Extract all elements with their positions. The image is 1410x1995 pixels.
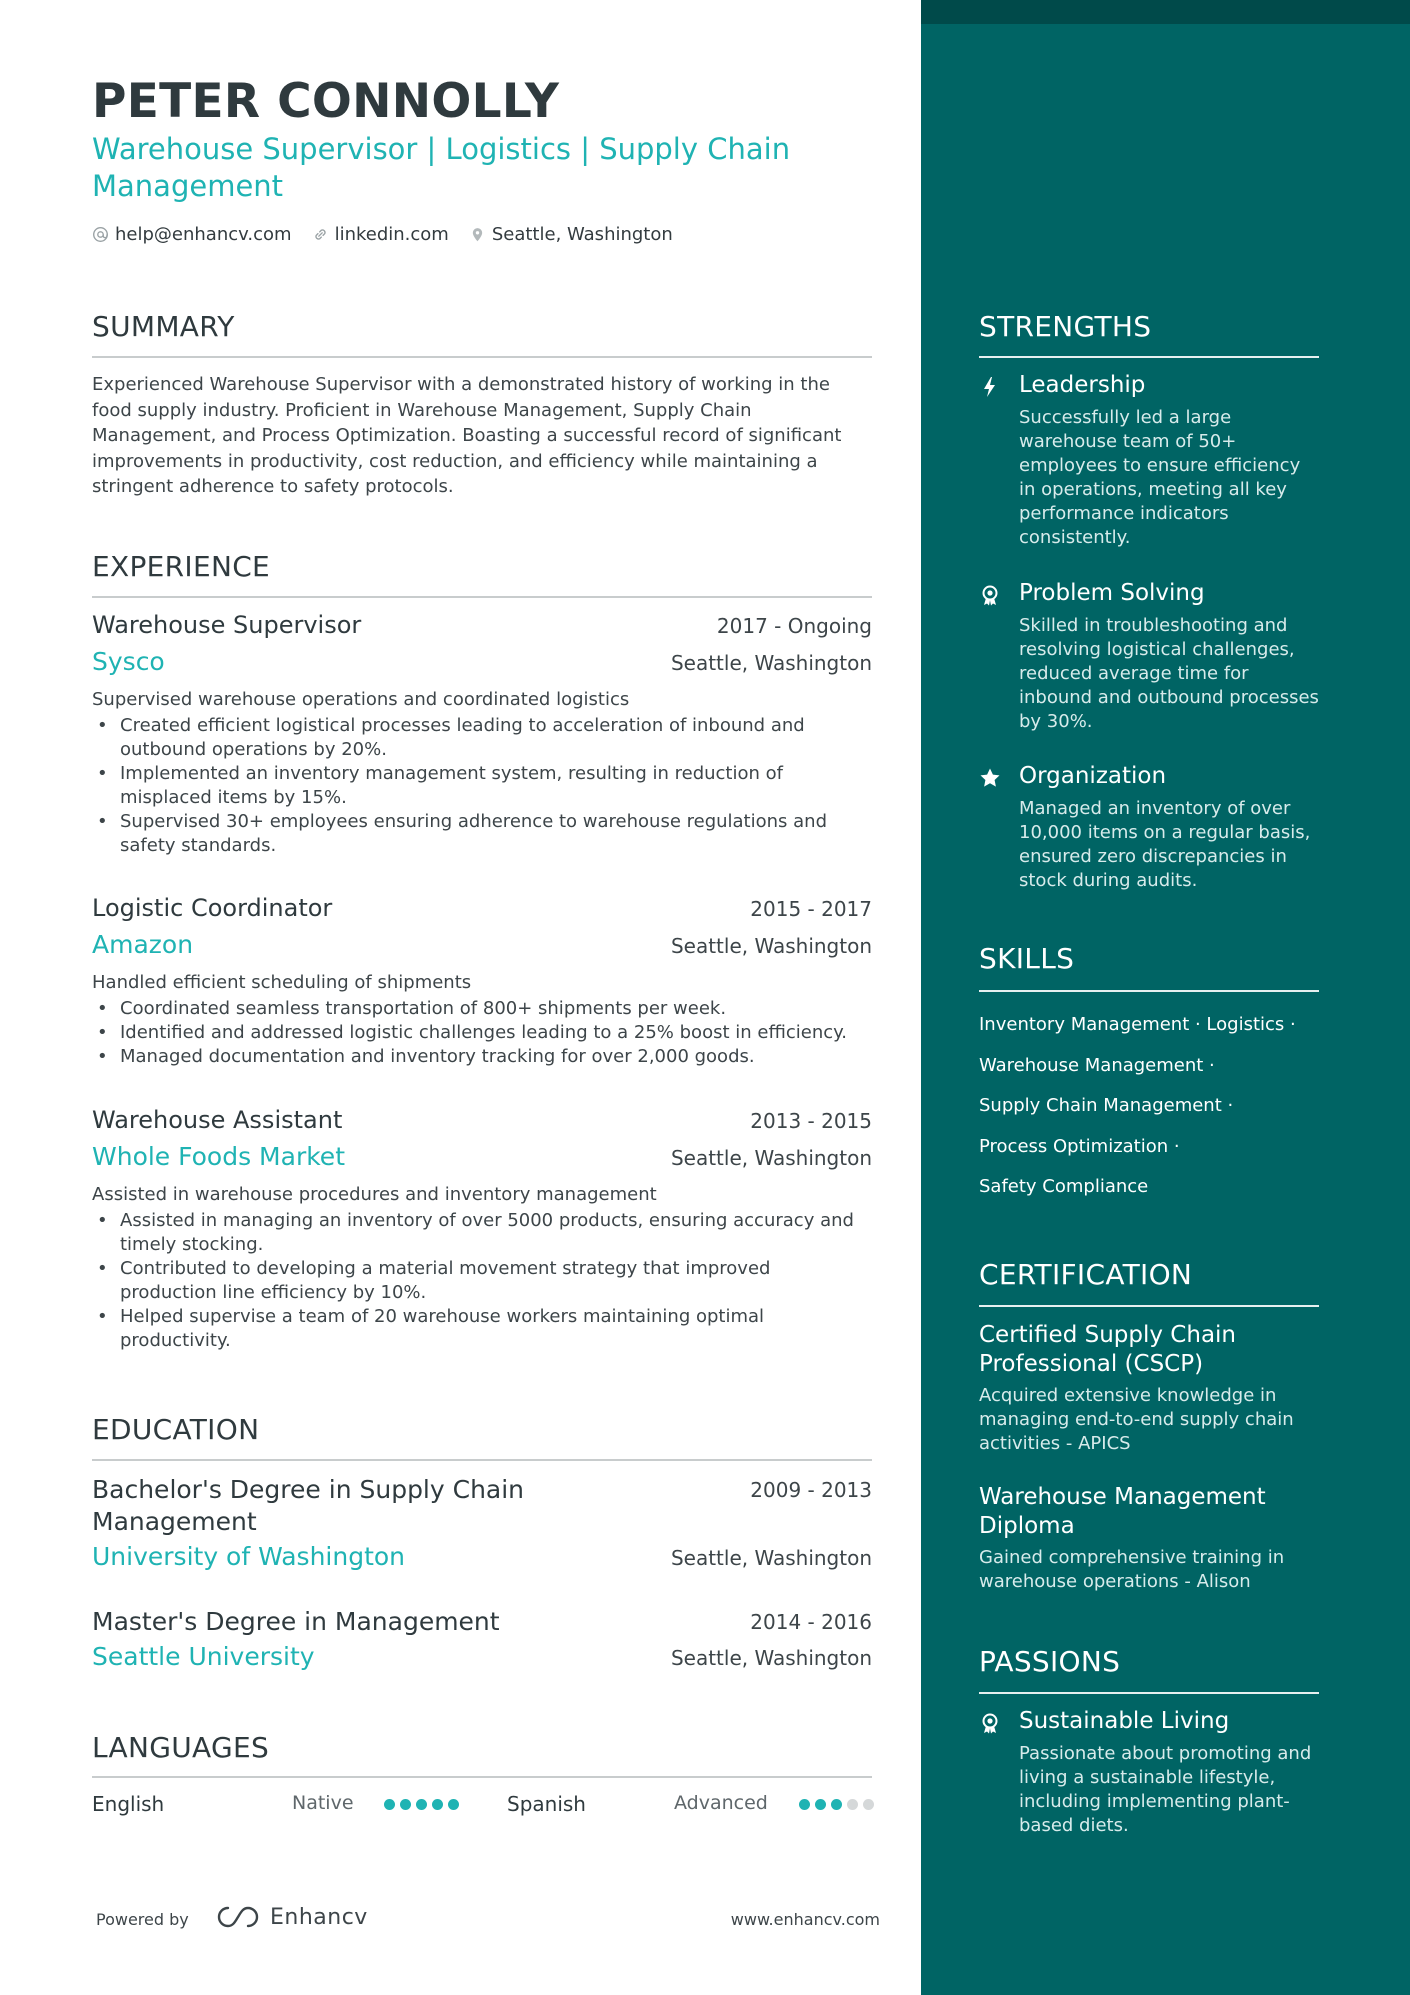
skill-line: Safety Compliance [979,1176,1149,1197]
experience-entry [92,1106,872,1353]
enhancv-logo[interactable] [214,1904,368,1930]
experience-entry [92,894,872,1069]
job-title: Logistic Coordinator [92,894,333,922]
job-dates: 2017 - Ongoing [716,614,872,638]
location-text: Seattle, Washington [491,224,673,245]
language-name: Spanish [507,1792,586,1816]
degree-title: Master's Degree in Management [92,1607,500,1636]
school-name: University of Washington [92,1542,406,1571]
certification-heading: CERTIFICATION [979,1258,1193,1291]
languages-heading: LANGUAGES [92,1731,270,1764]
company-name: Sysco [92,647,165,676]
skills-heading: SKILLS [979,942,1075,975]
education-entry [92,1474,872,1571]
rating-dot-filled [384,1799,395,1810]
achievement-item: • Managed documentation and inventory tracking for over 2,000 goods. [92,1045,872,1069]
achievement-item: • Coordinated seamless transportation of 800+ shipments per week. [92,997,872,1021]
certification-divider [979,1305,1319,1307]
passion-text: Passionate about promoting and living a sustainable lifestyle, including implementing plant-based diets. [1019,1743,1312,1836]
at-icon [92,226,109,243]
language-level: Native [292,1792,354,1814]
strength-title: Leadership [1019,372,1146,398]
experience-entry [92,611,872,858]
education-dates: 2014 - 2016 [750,1610,872,1634]
rating-dot-filled [400,1799,411,1810]
experience-divider [92,596,872,598]
school-name: Seattle University [92,1642,315,1671]
certification-title: Certified Supply Chain Professional (CSCP) [979,1322,1237,1377]
strength-item [979,372,1319,550]
skills-list [979,1005,1319,1208]
skill-line: Supply Chain Management · [979,1095,1234,1116]
enhancv-logo-icon [214,1904,262,1930]
certification-item [979,1483,1319,1594]
school-location: Seattle, Washington [670,1646,872,1670]
school-location: Seattle, Washington [670,1546,872,1570]
rating-dot-filled [432,1799,443,1810]
candidate-headline: Warehouse Supervisor | Logistics | Supply Chain Management [92,132,791,203]
star-icon [979,767,1001,789]
job-dates: 2015 - 2017 [750,897,872,921]
language-level: Advanced [674,1792,768,1814]
strength-text: Successfully led a large warehouse team of 50+ employees to ensure efficiency in operations, meeting all key performance indicators consistently. [1019,407,1301,548]
certification-text: Gained comprehensive training in warehouse operations - Alison [979,1547,1285,1592]
achievement-list [92,714,872,858]
summary-divider [92,356,872,358]
contact-location [469,224,673,245]
achievement-item: • Contributed to developing a material movement strategy that improved production line efficiency by 10%. [92,1257,872,1305]
lightning-icon [979,376,1001,398]
achievement-list [92,1209,872,1353]
strengths-heading: STRENGTHS [979,310,1152,343]
strength-item [979,763,1319,893]
achievement-item: • Helped supervise a team of 20 warehouse workers maintaining optimal productivity. [92,1305,872,1353]
achievement-item: • Created efficient logistical processes leading to acceleration of inbound and outbound operations by 20%. [92,714,872,762]
sidebar-top-band [921,0,1410,24]
email-text: help@enhancv.com [115,224,292,245]
passions-heading: PASSIONS [979,1645,1121,1678]
skills-divider [979,990,1319,992]
award-icon [979,584,1001,606]
contact-bar [92,224,673,245]
job-description: Handled efficient scheduling of shipments [92,972,472,993]
strength-title: Problem Solving [1019,580,1205,606]
job-title: Warehouse Assistant [92,1106,343,1134]
job-location: Seattle, Washington [670,1146,872,1170]
strength-item [979,580,1319,734]
job-description: Supervised warehouse operations and coordinated logistics [92,689,630,710]
powered-by-text: Powered by [96,1910,189,1929]
degree-title: Bachelor's Degree in Supply Chain Management [92,1475,525,1536]
education-dates: 2009 - 2013 [750,1478,872,1502]
location-pin-icon [469,226,486,243]
rating-dot-filled [831,1799,842,1810]
rating-dot-empty [847,1799,858,1810]
company-name: Amazon [92,930,194,959]
rating-dot-filled [815,1799,826,1810]
education-divider [92,1459,872,1461]
strength-text: Skilled in troubleshooting and resolving logistical challenges, reduced average time for inbound and outbound processes by 30%. [1019,615,1319,732]
rating-dot-filled [799,1799,810,1810]
languages-row [92,1792,872,1820]
rating-dot-filled [448,1799,459,1810]
job-location: Seattle, Washington [670,651,872,675]
candidate-name: PETER CONNOLLY [92,74,560,129]
award-icon [979,1712,1001,1734]
contact-email[interactable] [92,224,292,245]
job-dates: 2013 - 2015 [750,1109,872,1133]
job-location: Seattle, Washington [670,934,872,958]
strengths-divider [979,356,1319,358]
education-entry [92,1606,872,1671]
education-heading: EDUCATION [92,1413,260,1446]
skill-line: Inventory Management · Logistics · [979,1014,1296,1035]
certification-text: Acquired extensive knowledge in managing end-to-end supply chain activities - APICS [979,1385,1294,1454]
strength-text: Managed an inventory of over 10,000 items on a regular basis, ensured zero discrepancies in stock during audits. [1019,798,1311,891]
languages-divider [92,1776,872,1778]
language-rating [799,1799,874,1810]
company-name: Whole Foods Market [92,1142,345,1171]
rating-dot-filled [416,1799,427,1810]
passion-title: Sustainable Living [1019,1708,1230,1734]
job-description: Assisted in warehouse procedures and inventory management [92,1184,657,1205]
website-text: linkedin.com [334,224,449,245]
experience-heading: EXPERIENCE [92,550,271,583]
achievement-list [92,997,872,1069]
achievement-item: • Identified and addressed logistic challenges leading to a 25% boost in efficiency. [92,1021,872,1045]
achievement-item: • Supervised 30+ employees ensuring adherence to warehouse regulations and safety standards. [92,810,872,858]
contact-website[interactable] [312,224,449,245]
passions-divider [979,1692,1319,1694]
footer [96,1904,880,1934]
achievement-item: • Implemented an inventory management system, resulting in reduction of misplaced items by 15%. [92,762,872,810]
certification-item [979,1321,1319,1456]
skill-line: Warehouse Management · [979,1054,1215,1076]
language-rating [384,1799,459,1810]
strength-title: Organization [1019,763,1167,789]
skill-line: Process Optimization · [979,1135,1180,1157]
certification-title: Warehouse Management Diploma [979,1484,1266,1539]
link-icon [312,226,329,243]
passion-item [979,1708,1319,1838]
language-name: English [92,1792,165,1816]
sidebar [921,0,1410,1995]
summary-text: Experienced Warehouse Supervisor with a demonstrated history of working in the food supply industry. Proficient in Warehouse Management, Supply Chain Management, and Process Optimization. Boasting a successful record of significant improvements in productivity, cost reduction, and efficiency while maintaining a stringent adherence to safety protocols. [92,374,842,497]
job-title: Warehouse Supervisor [92,611,362,639]
footer-website[interactable]: www.enhancv.com [730,1910,880,1929]
summary-heading: SUMMARY [92,310,235,343]
brand-name: Enhancv [270,1904,368,1930]
rating-dot-empty [863,1799,874,1810]
achievement-item: • Assisted in managing an inventory of over 5000 products, ensuring accuracy and timely stocking. [92,1209,872,1257]
